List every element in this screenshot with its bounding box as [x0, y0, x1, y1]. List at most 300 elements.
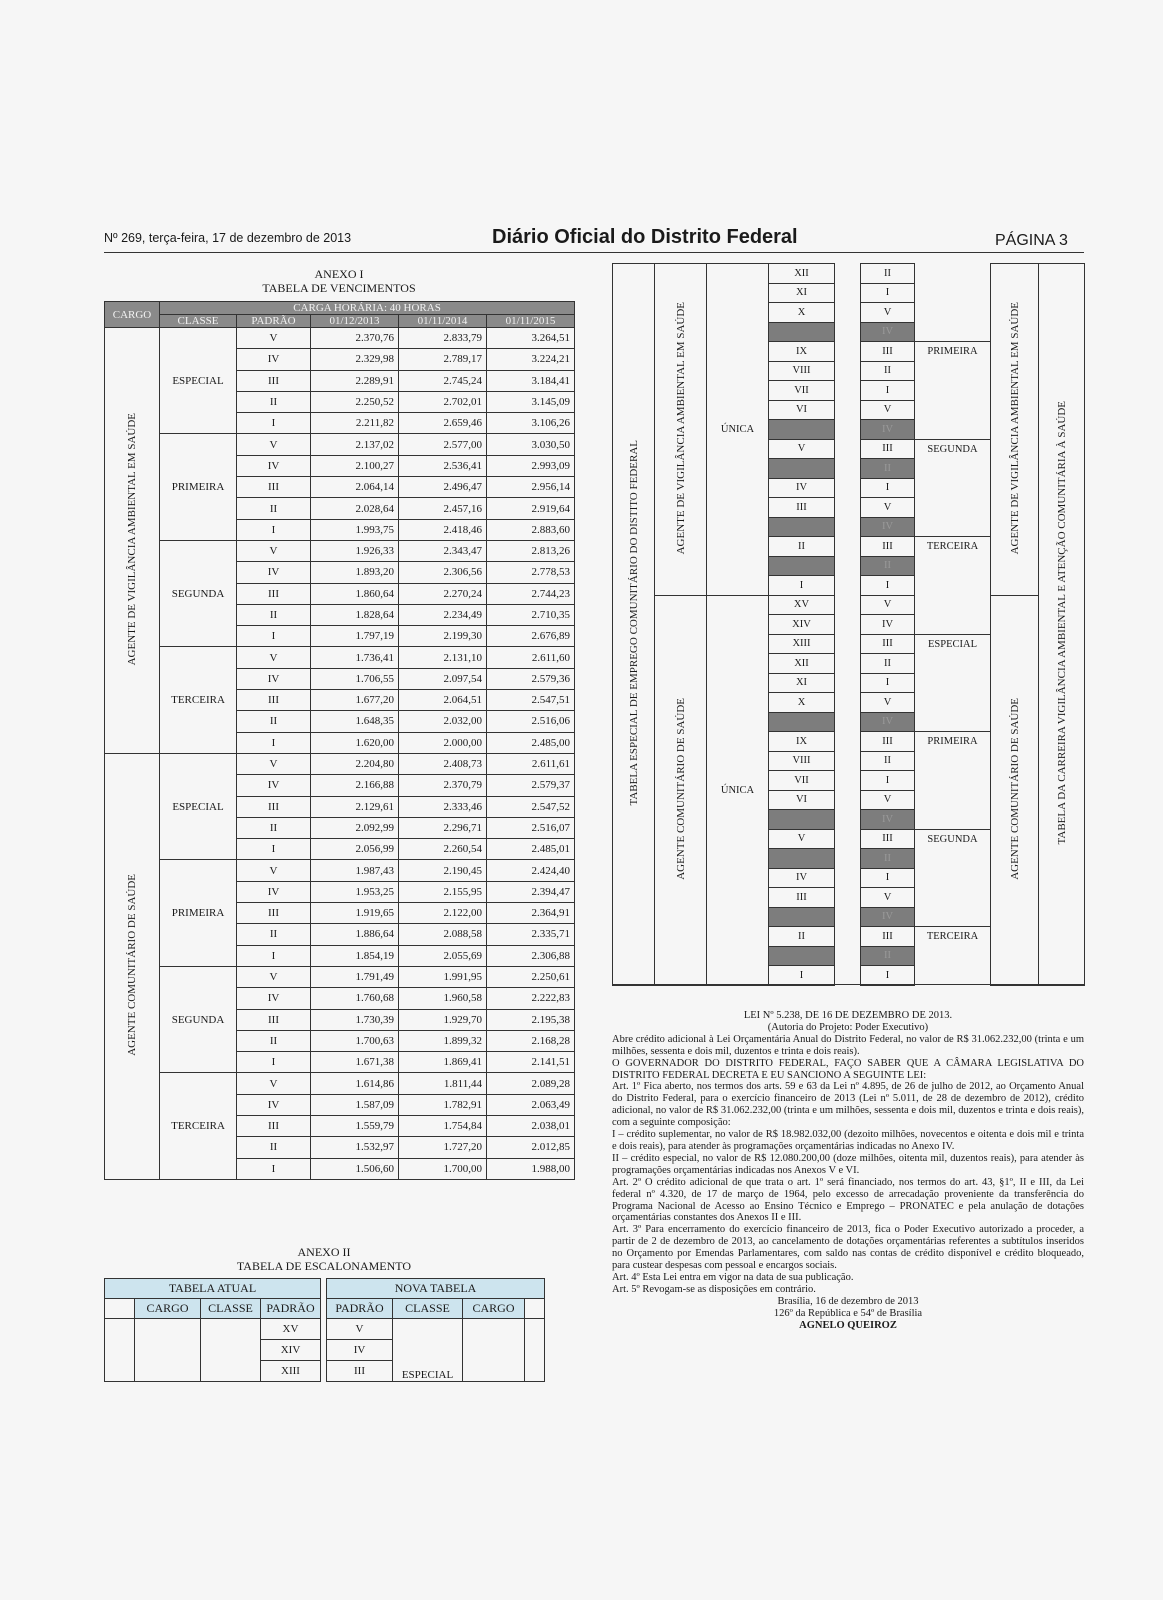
padrao-cell: III	[237, 1115, 311, 1136]
padrao-cell: III	[237, 583, 311, 604]
padrao-cell: III	[237, 1009, 311, 1030]
padrao-new-cell: V	[327, 1319, 393, 1340]
header-rule	[104, 252, 1084, 253]
padrao-atual-cell	[769, 459, 835, 479]
padrao-cell: III	[237, 477, 311, 498]
padrao-cell: V	[237, 753, 311, 774]
value-cell: 2.270,24	[399, 583, 487, 604]
padrao-novo-cell: V	[861, 790, 915, 810]
padrao-cell: II	[237, 1137, 311, 1158]
classe-novo-cell	[915, 303, 991, 323]
padrao-atual-cell: III	[769, 888, 835, 908]
value-cell: 2.137,02	[311, 434, 399, 455]
col-date-2014: 01/11/2014	[399, 315, 487, 328]
padrao-novo-cell: III	[861, 537, 915, 557]
value-cell: 1.893,20	[311, 562, 399, 583]
value-cell: 2.496,47	[399, 477, 487, 498]
value-cell: 3.106,26	[487, 413, 575, 434]
table-row	[105, 966, 575, 987]
classe-cell: ESPECIAL	[160, 328, 237, 434]
classe-novo-cell	[915, 868, 991, 888]
classe-new-cell: ESPECIAL	[393, 1319, 463, 1382]
padrao-novo-cell: II	[861, 556, 915, 576]
classe-novo-cell	[915, 361, 991, 381]
padrao-cell: V	[237, 966, 311, 987]
padrao-new-cell: III	[327, 1361, 393, 1382]
classe-novo-cell	[915, 771, 991, 791]
value-cell: 2.199,30	[399, 626, 487, 647]
padrao-atual-cell: X	[769, 303, 835, 323]
padrao-novo-cell: II	[861, 849, 915, 869]
padrao-cell: V	[237, 434, 311, 455]
padrao-atual-cell	[769, 712, 835, 732]
padrao-atual-cell: IX	[769, 732, 835, 752]
classe-novo-cell	[915, 693, 991, 713]
padrao-novo-cell: I	[861, 771, 915, 791]
blank-header	[105, 1299, 135, 1319]
value-cell: 2.611,60	[487, 647, 575, 668]
value-cell: 2.168,28	[487, 1030, 575, 1051]
padrao-cell: III	[237, 690, 311, 711]
law-preamble: O GOVERNADOR DO DISTRITO FEDERAL, FAÇO SABER QUE A CÂMARA LEGISLATIVA DO DISTRITO FEDERAL DECRETA E EU SANCIONO A SEGUINTE LEI:	[612, 1057, 1084, 1081]
vertical-label: AGENTE COMUNITÁRIO DE SAÚDE	[1008, 697, 1021, 880]
value-cell: 1.706,55	[311, 668, 399, 689]
table-row	[105, 328, 575, 349]
classe-novo-cell	[915, 712, 991, 732]
value-cell: 1.869,41	[399, 1052, 487, 1073]
padrao-novo-cell: IV	[861, 907, 915, 927]
value-cell: 2.424,40	[487, 860, 575, 881]
value-cell: 1.700,63	[311, 1030, 399, 1051]
vertical-label: TABELA ESPECIAL DE EMPREGO COMUNITÁRIO DO DISTITO FEDERAL	[627, 440, 640, 806]
value-cell: 2.234,49	[399, 604, 487, 625]
value-cell: 2.166,88	[311, 775, 399, 796]
value-cell: 3.224,21	[487, 349, 575, 370]
value-cell: 2.611,61	[487, 753, 575, 774]
padrao-atual-cell: XI	[769, 283, 835, 303]
value-cell: 1.960,58	[399, 988, 487, 1009]
value-cell: 2.659,46	[399, 413, 487, 434]
value-cell: 2.702,01	[399, 391, 487, 412]
value-cell: 1.828,64	[311, 604, 399, 625]
anexo1-title: ANEXO I	[314, 267, 364, 281]
value-cell: 1.727,20	[399, 1137, 487, 1158]
padrao-atual-cell	[769, 849, 835, 869]
value-cell: 2.516,07	[487, 817, 575, 838]
classe-cell: PRIMEIRA	[160, 860, 237, 966]
padrao-novo-cell: II	[861, 946, 915, 966]
value-cell: 2.088,58	[399, 924, 487, 945]
classe-novo-cell	[915, 264, 991, 284]
padrao-novo-cell: IV	[861, 615, 915, 635]
cargo-new-cell	[463, 1319, 525, 1382]
padrao-atual-cell	[769, 946, 835, 966]
padrao-atual-cell: VI	[769, 400, 835, 420]
classe-cell: TERCEIRA	[160, 1073, 237, 1179]
table-row	[613, 264, 1085, 284]
value-cell: 2.833,79	[399, 328, 487, 349]
cargo-atual-cell	[655, 595, 707, 985]
padrao-novo-cell: V	[861, 400, 915, 420]
padrao-cell: II	[237, 391, 311, 412]
classe-novo-cell	[915, 517, 991, 537]
value-cell: 1.919,65	[311, 903, 399, 924]
padrao-novo-cell: II	[861, 459, 915, 479]
value-cell: 2.131,10	[399, 647, 487, 668]
classe-novo-cell	[915, 283, 991, 303]
vencimentos-body	[105, 328, 575, 1180]
classe-novo-cell	[915, 478, 991, 498]
cargo-novo-cell	[991, 264, 1039, 596]
classe-novo-cell: SEGUNDA	[915, 439, 991, 459]
table-row	[105, 434, 575, 455]
value-cell: 2.000,00	[399, 732, 487, 753]
classe-novo-cell	[915, 849, 991, 869]
blank-header	[525, 1299, 545, 1319]
vencimentos-table-wrapper	[104, 301, 574, 1193]
padrao-novo-cell: V	[861, 498, 915, 518]
padrao-novo-cell: IV	[861, 322, 915, 342]
value-cell: 2.296,71	[399, 817, 487, 838]
classe-novo-cell: SEGUNDA	[915, 829, 991, 849]
anexo1-heading	[104, 267, 574, 295]
law-author: (Autoria do Projeto: Poder Executivo)	[767, 1021, 929, 1033]
cargo-cell	[135, 1319, 201, 1382]
padrao-atual-cell	[769, 810, 835, 830]
value-cell: 2.485,00	[487, 732, 575, 753]
padrao-novo-cell: V	[861, 303, 915, 323]
classe-novo-cell	[915, 459, 991, 479]
law-signer: AGNELO QUEIROZ	[799, 1319, 897, 1331]
value-cell: 2.092,99	[311, 817, 399, 838]
value-cell: 1.988,00	[487, 1158, 575, 1179]
padrao-atual-cell: V	[769, 439, 835, 459]
padrao-new-col: PADRÃO	[327, 1299, 393, 1319]
padrao-cell: XIII	[261, 1361, 321, 1382]
value-cell: 2.335,71	[487, 924, 575, 945]
padrao-cell: V	[237, 1073, 311, 1094]
value-cell: 2.956,14	[487, 477, 575, 498]
value-cell: 2.250,61	[487, 966, 575, 987]
value-cell: 1.987,43	[311, 860, 399, 881]
value-cell: 2.063,49	[487, 1094, 575, 1115]
law-art1: Art. 1º Fica aberto, nos termos dos arts. 59 e 63 da Lei nº 4.895, de 26 de julho de 2012, ao Orçamento Anual do Distrito Federal, para o exercício financeiro de 2013 (Lei nº 5.011, de 28 de dezembro de 2012), crédito adicional, no valor de R$ 31.062.232,00 (trinta e um milhões, sessenta e dois mil, duzentos e trinta e dois reais), com a seguinte composição:	[612, 1081, 1084, 1129]
padrao-atual-cell: X	[769, 693, 835, 713]
value-cell: 2.056,99	[311, 839, 399, 860]
padrao-cell: II	[237, 711, 311, 732]
escalonamento-detail-wrapper	[612, 263, 1084, 985]
law-art5: Art. 5º Revogam-se as disposições em contrário.	[612, 1283, 816, 1295]
value-cell: 2.190,45	[399, 860, 487, 881]
value-cell: 2.536,41	[399, 455, 487, 476]
value-cell: 2.547,51	[487, 690, 575, 711]
padrao-cell: V	[237, 860, 311, 881]
padrao-atual-cell: XII	[769, 654, 835, 674]
padrao-col: PADRÃO	[261, 1299, 321, 1319]
value-cell: 2.329,98	[311, 349, 399, 370]
classe-novo-cell	[915, 576, 991, 596]
cargo-label: AGENTE DE VIGILÂNCIA AMBIENTAL EM SAÚDE	[126, 412, 138, 666]
value-cell: 1.677,20	[311, 690, 399, 711]
padrao-cell: IV	[237, 1094, 311, 1115]
outer-label-cell	[613, 264, 655, 986]
value-cell: 1.929,70	[399, 1009, 487, 1030]
padrao-cell: I	[237, 413, 311, 434]
value-cell: 2.064,51	[399, 690, 487, 711]
vertical-label: AGENTE DE VIGILÂNCIA AMBIENTAL EM SAÚDE	[674, 301, 687, 554]
padrao-novo-cell: IV	[861, 517, 915, 537]
padrao-atual-cell: IX	[769, 342, 835, 362]
cargo-new-col: CARGO	[463, 1299, 525, 1319]
padrao-cell: II	[237, 604, 311, 625]
anexo2-title: ANEXO II	[297, 1245, 351, 1259]
padrao-novo-cell: II	[861, 264, 915, 284]
classe-novo-cell	[915, 751, 991, 771]
value-cell: 2.676,89	[487, 626, 575, 647]
padrao-cell: I	[237, 626, 311, 647]
padrao-novo-cell: IV	[861, 810, 915, 830]
padrao-cell: II	[237, 1030, 311, 1051]
padrao-cell: IV	[237, 562, 311, 583]
padrao-cell: II	[237, 498, 311, 519]
value-cell: 2.579,37	[487, 775, 575, 796]
padrao-novo-cell: I	[861, 283, 915, 303]
value-cell: 1.791,49	[311, 966, 399, 987]
classe-novo-cell	[915, 400, 991, 420]
value-cell: 2.289,91	[311, 370, 399, 391]
value-cell: 2.919,64	[487, 498, 575, 519]
table-row	[105, 1073, 575, 1094]
value-cell: 1.860,64	[311, 583, 399, 604]
padrao-cell: V	[237, 328, 311, 349]
padrao-atual-cell: II	[769, 537, 835, 557]
padrao-novo-cell: III	[861, 732, 915, 752]
padrao-cell: XIV	[261, 1340, 321, 1361]
classe-cell: SEGUNDA	[160, 540, 237, 646]
padrao-cell: III	[237, 370, 311, 391]
table-row	[105, 753, 575, 774]
padrao-novo-cell: IV	[861, 420, 915, 440]
value-cell: 2.408,73	[399, 753, 487, 774]
tabela-atual-header: TABELA ATUAL	[105, 1279, 321, 1299]
value-cell: 2.100,27	[311, 455, 399, 476]
padrao-cell: III	[237, 903, 311, 924]
value-cell: 1.991,95	[399, 966, 487, 987]
padrao-novo-cell: II	[861, 751, 915, 771]
value-cell: 2.710,35	[487, 604, 575, 625]
padrao-atual-cell	[769, 556, 835, 576]
padrao-cell: I	[237, 945, 311, 966]
padrao-atual-cell: III	[769, 498, 835, 518]
table-row	[105, 647, 575, 668]
value-cell: 2.204,80	[311, 753, 399, 774]
padrao-atual-cell	[769, 517, 835, 537]
value-cell: 2.055,69	[399, 945, 487, 966]
value-cell: 2.745,24	[399, 370, 487, 391]
value-cell: 1.614,86	[311, 1073, 399, 1094]
escalonamento-detail-table	[612, 263, 1085, 986]
classe-novo-cell: ESPECIAL	[915, 634, 991, 654]
value-cell: 2.028,64	[311, 498, 399, 519]
padrao-atual-cell: II	[769, 927, 835, 947]
issue-info: Nº 269, terça-feira, 17 de dezembro de 2013	[104, 231, 352, 245]
classe-cell	[201, 1319, 261, 1382]
value-cell: 1.671,38	[311, 1052, 399, 1073]
padrao-novo-cell: I	[861, 673, 915, 693]
padrao-cell: IV	[237, 668, 311, 689]
classe-novo-cell	[915, 322, 991, 342]
value-cell: 1.559,79	[311, 1115, 399, 1136]
col-date-2013: 01/12/2013	[311, 315, 399, 328]
value-cell: 1.736,41	[311, 647, 399, 668]
classe-novo-cell: PRIMEIRA	[915, 732, 991, 752]
value-cell: 1.760,68	[311, 988, 399, 1009]
law-place-date: Brasília, 16 de dezembro de 2013	[777, 1295, 919, 1307]
padrao-cell: III	[237, 796, 311, 817]
cargo-novo-cell	[991, 595, 1039, 985]
cargo-cell	[105, 328, 160, 754]
classe-cell: PRIMEIRA	[160, 434, 237, 540]
padrao-atual-cell: VIII	[769, 361, 835, 381]
classe-novo-cell	[915, 381, 991, 401]
value-cell: 2.993,09	[487, 455, 575, 476]
padrao-novo-cell: V	[861, 693, 915, 713]
value-cell: 2.141,51	[487, 1052, 575, 1073]
value-cell: 3.030,50	[487, 434, 575, 455]
classe-cell: TERCEIRA	[160, 647, 237, 753]
classe-novo-cell	[915, 946, 991, 966]
law-title: LEI Nº 5.238, DE 16 DE DEZEMBRO DE 2013.	[743, 1010, 953, 1021]
padrao-atual-cell: VII	[769, 771, 835, 791]
padrao-novo-cell: IV	[861, 712, 915, 732]
classe-novo-cell	[915, 888, 991, 908]
padrao-novo-cell: III	[861, 634, 915, 654]
padrao-cell: I	[237, 519, 311, 540]
classe-novo-cell	[915, 966, 991, 986]
classe-novo-cell: TERCEIRA	[915, 537, 991, 557]
law-art4: Art. 4º Esta Lei entra em vigor na data de sua publicação.	[612, 1271, 854, 1283]
padrao-novo-cell: I	[861, 966, 915, 986]
value-cell: 2.744,23	[487, 583, 575, 604]
classe-col: CLASSE	[201, 1299, 261, 1319]
padrao-cell: V	[237, 540, 311, 561]
anexo1-subtitle: TABELA DE VENCIMENTOS	[262, 281, 416, 295]
padrao-novo-cell: III	[861, 342, 915, 362]
value-cell: 1.730,39	[311, 1009, 399, 1030]
padrao-atual-cell: XIII	[769, 634, 835, 654]
value-cell: 1.620,00	[311, 732, 399, 753]
classe-novo-cell	[915, 654, 991, 674]
blank-cell	[525, 1319, 545, 1382]
padrao-atual-cell: VI	[769, 790, 835, 810]
vertical-label: AGENTE COMUNITÁRIO DE SAÚDE	[674, 697, 687, 880]
value-cell: 2.097,54	[399, 668, 487, 689]
value-cell: 2.211,82	[311, 413, 399, 434]
value-cell: 1.899,32	[399, 1030, 487, 1051]
value-cell: 1.926,33	[311, 540, 399, 561]
col-carga-horaria: CARGA HORÁRIA: 40 HORAS	[160, 302, 575, 315]
value-cell: 2.064,14	[311, 477, 399, 498]
classe-novo-cell: TERCEIRA	[915, 927, 991, 947]
padrao-cell: IV	[237, 988, 311, 1009]
padrao-atual-cell	[769, 907, 835, 927]
padrao-atual-cell: IV	[769, 478, 835, 498]
padrao-atual-cell: I	[769, 966, 835, 986]
value-cell: 3.264,51	[487, 328, 575, 349]
value-cell: 2.485,01	[487, 839, 575, 860]
value-cell: 2.195,38	[487, 1009, 575, 1030]
padrao-atual-cell: XIV	[769, 615, 835, 635]
classe-novo-cell	[915, 498, 991, 518]
law-text	[612, 1010, 1084, 1331]
classe-new-col: CLASSE	[393, 1299, 463, 1319]
padrao-cell: V	[237, 647, 311, 668]
cargo-atual-cell	[655, 264, 707, 596]
value-cell: 2.306,88	[487, 945, 575, 966]
padrao-novo-cell: I	[861, 478, 915, 498]
value-cell: 2.813,26	[487, 540, 575, 561]
journal-title: Diário Oficial do Distrito Federal	[492, 226, 798, 248]
value-cell: 2.260,54	[399, 839, 487, 860]
padrao-atual-cell	[769, 322, 835, 342]
padrao-novo-cell: III	[861, 439, 915, 459]
cargo-label: AGENTE COMUNITÁRIO DE SAÚDE	[126, 874, 138, 1056]
padrao-atual-cell: VIII	[769, 751, 835, 771]
value-cell: 2.370,76	[311, 328, 399, 349]
value-cell: 2.418,46	[399, 519, 487, 540]
value-cell: 2.364,91	[487, 903, 575, 924]
value-cell: 2.222,83	[487, 988, 575, 1009]
value-cell: 1.782,91	[399, 1094, 487, 1115]
classe-novo-cell	[915, 556, 991, 576]
padrao-atual-cell: VII	[769, 381, 835, 401]
classe-cell: ESPECIAL	[160, 753, 237, 859]
padrao-atual-cell: IV	[769, 868, 835, 888]
value-cell: 3.145,09	[487, 391, 575, 412]
value-cell: 2.333,46	[399, 796, 487, 817]
value-cell: 1.587,09	[311, 1094, 399, 1115]
anexo2-heading	[104, 1245, 544, 1273]
value-cell: 2.343,47	[399, 540, 487, 561]
value-cell: 2.516,06	[487, 711, 575, 732]
padrao-atual-cell: V	[769, 829, 835, 849]
value-cell: 2.250,52	[311, 391, 399, 412]
value-cell: 1.700,00	[399, 1158, 487, 1179]
vertical-label: TABELA DA CARREIRA VIGILÂNCIA AMBIENTAL E ATENÇÃO COMUNITÁRIA À SAÚDE	[1055, 401, 1068, 845]
vertical-label: AGENTE DE VIGILÂNCIA AMBIENTAL EM SAÚDE	[1008, 301, 1021, 554]
law-anniversary: 126º da República e 54º de Brasília	[773, 1307, 923, 1319]
padrao-cell: XV	[261, 1319, 321, 1340]
value-cell: 1.506,60	[311, 1158, 399, 1179]
classe-atual-cell: ÚNICA	[707, 595, 769, 985]
classe-cell: SEGUNDA	[160, 966, 237, 1072]
law-art3: Art. 3º Para encerramento do exercício financeiro de 2013, fica o Poder Executivo autorizado a proceder, a partir de 2 de dezembro de 2013, ao cancelamento de dotações orçamentárias referentes a subtítulos inseridos no Orçamento por Emendas Parlamentares, com saldo nas contas de crédito disponível e crédito bloqueado, para custear despesas com pessoal e encargos sociais.	[612, 1224, 1084, 1272]
classe-novo-cell	[915, 595, 991, 615]
classe-novo-cell	[915, 420, 991, 440]
value-cell: 1.532,97	[311, 1137, 399, 1158]
col-padrao: PADRÃO	[237, 315, 311, 328]
value-cell: 2.579,36	[487, 668, 575, 689]
law-ementa: Abre crédito adicional à Lei Orçamentária Anual do Distrito Federal, no valor de R$ 31.062.232,00 (trinta e um milhões, sessenta e dois mil, duzentos e trinta e dois reais).	[612, 1033, 1084, 1057]
value-cell: 1.953,25	[311, 881, 399, 902]
classe-novo-cell	[915, 790, 991, 810]
cargo-col: CARGO	[135, 1299, 201, 1319]
padrao-atual-cell: XII	[769, 264, 835, 284]
value-cell: 2.155,95	[399, 881, 487, 902]
value-cell: 2.129,61	[311, 796, 399, 817]
value-cell: 1.993,75	[311, 519, 399, 540]
value-cell: 2.306,56	[399, 562, 487, 583]
